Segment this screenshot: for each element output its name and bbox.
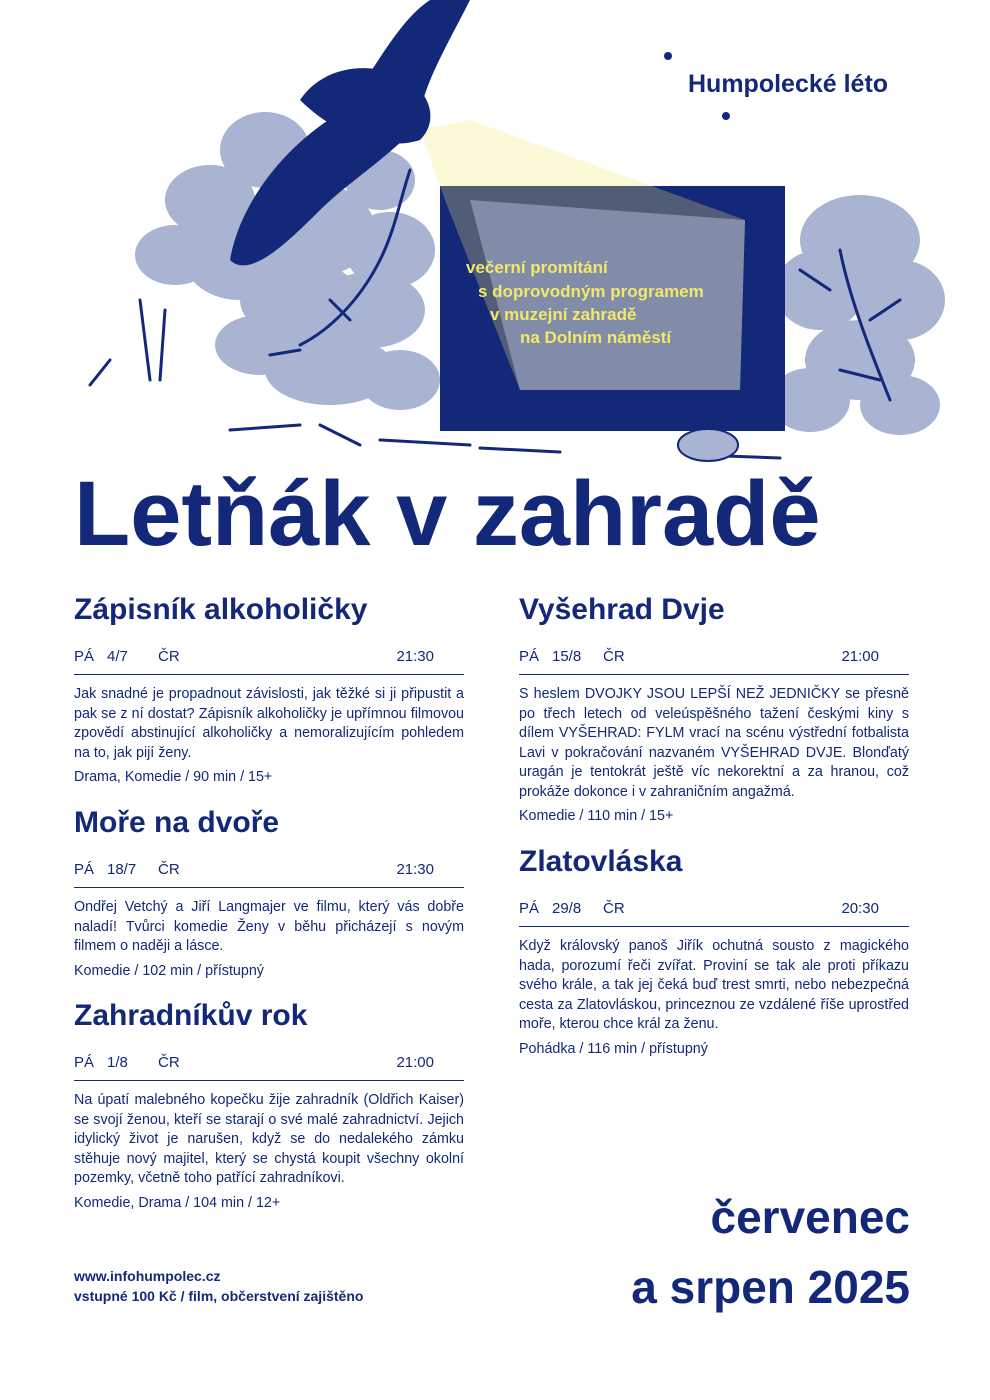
film-country: ČR xyxy=(603,648,625,665)
film-card xyxy=(519,844,909,1057)
film-description: Když královský panoš Jiřík ochutná sousto z magického hada, porozumí řeči zvířat. Proviní se tak ale proti příkazu svého krále, a tak jej čeká buď trest smrti, nebo nebezpečná cesta za Zlatovláskou, princeznou ze vzdálené říše uprostřed moře, kterou chce král za ženu. xyxy=(519,938,909,1032)
film-tags: Pohádka / 116 min / přístupný xyxy=(519,1040,708,1057)
season-dates xyxy=(631,1182,910,1322)
film-tags: Komedie, Drama / 104 min / 12+ xyxy=(74,1194,281,1211)
film-description: Ondřej Vetchý a Jiří Langmajer ve filmu, který vás dobře naladí! Tvůrci komedie Ženy v běhu přicházejí s novým filmem o naději a lásce. xyxy=(74,899,464,954)
film-country: ČR xyxy=(158,861,180,878)
season-line: červenec xyxy=(710,1191,910,1243)
film-country: ČR xyxy=(158,1054,180,1071)
film-day: PÁ xyxy=(74,648,95,665)
footer-info xyxy=(74,1266,363,1306)
film-title: Moře na dvoře xyxy=(74,806,280,839)
film-description: S heslem DVOJKY JSOU LEPŠÍ NEŽ JEDNIČKY se přesně po třech letech od veleúspěšného tažení českými kiny s dílem VYŠEHRAD: FYLM vrací na scénu výstřední fotbalista Lavi v pokračování nazvaném VYŠEHRAD DVJE. Blonďatý uragán je tentokrát ještě víc nekorektní a za hranou, což prokáže dokonce i v zahraničním angažmá. xyxy=(519,686,909,800)
film-tags: Komedie / 110 min / 15+ xyxy=(519,808,674,824)
film-title: Zlatovláska xyxy=(519,845,683,878)
film-description: Jak snadné je propadnout závislosti, jak těžké si ji připustit a pak se z ní dostat? Zápisník alkoholičky je upřímnou filmovou zpovědí abstinující alkoholičky a nemoralizujícím pohledem na to, jak pijí ženy. xyxy=(74,686,464,761)
film-title: Zápisník alkoholičky xyxy=(74,593,368,626)
film-date: 4/7 xyxy=(107,648,128,665)
film-meta xyxy=(74,1042,464,1081)
film-time: 21:30 xyxy=(396,648,434,665)
film-tags: Drama, Komedie / 90 min / 15+ xyxy=(74,769,273,785)
decor-dot xyxy=(722,112,730,120)
film-description: Na úpatí malebného kopečku žije zahradník (Oldřich Kaiser) se svojí ženou, kteří se starají o své malé zahradnictví. Jejich idylický život je narušen, když se do nedalekého zámku stěhuje nový majitel, který se chystá koupit všechny okolní pozemky, včetně toho patřící zahradníkovi. xyxy=(74,1092,464,1186)
film-meta xyxy=(74,636,464,675)
film-day: PÁ xyxy=(519,648,540,665)
film-country: ČR xyxy=(603,900,625,917)
film-time: 21:00 xyxy=(396,1054,434,1071)
screen-line: na Dolním náměstí xyxy=(520,328,672,347)
film-day: PÁ xyxy=(74,1054,95,1071)
film-card xyxy=(74,998,464,1211)
film-date: 29/8 xyxy=(552,900,582,917)
screen-line: večerní promítání xyxy=(466,258,608,277)
screen-line: s doprovodným programem xyxy=(478,282,704,301)
film-meta xyxy=(519,888,909,927)
film-date: 15/8 xyxy=(552,648,582,665)
website-link[interactable]: www.infohumpolec.cz xyxy=(74,1268,221,1284)
film-card xyxy=(74,805,464,979)
film-country: ČR xyxy=(158,648,180,665)
film-day: PÁ xyxy=(74,861,95,878)
brand-name: Humpolecké léto xyxy=(688,70,889,98)
entry-info: vstupné 100 Kč / film, občerstvení zajištěno xyxy=(74,1288,364,1304)
film-card xyxy=(74,592,464,785)
film-day: PÁ xyxy=(519,900,540,917)
hedgehog-illustration xyxy=(678,429,738,461)
film-title: Vyšehrad Dvje xyxy=(519,593,725,626)
film-tags: Komedie / 102 min / přístupný xyxy=(74,962,264,979)
film-meta xyxy=(519,636,909,675)
screen-line: v muzejní zahradě xyxy=(490,305,637,324)
film-meta xyxy=(74,849,464,888)
film-time: 21:00 xyxy=(841,648,879,665)
film-date: 1/8 xyxy=(107,1054,128,1071)
film-card xyxy=(519,592,909,824)
decor-dot xyxy=(664,52,672,60)
film-time: 20:30 xyxy=(841,900,879,917)
film-title: Zahradníkův rok xyxy=(74,999,308,1032)
season-line: a srpen 2025 xyxy=(631,1261,910,1313)
film-time: 21:30 xyxy=(396,861,434,878)
film-date: 18/7 xyxy=(107,861,137,878)
page-title: Letňák v zahradě xyxy=(74,463,821,565)
